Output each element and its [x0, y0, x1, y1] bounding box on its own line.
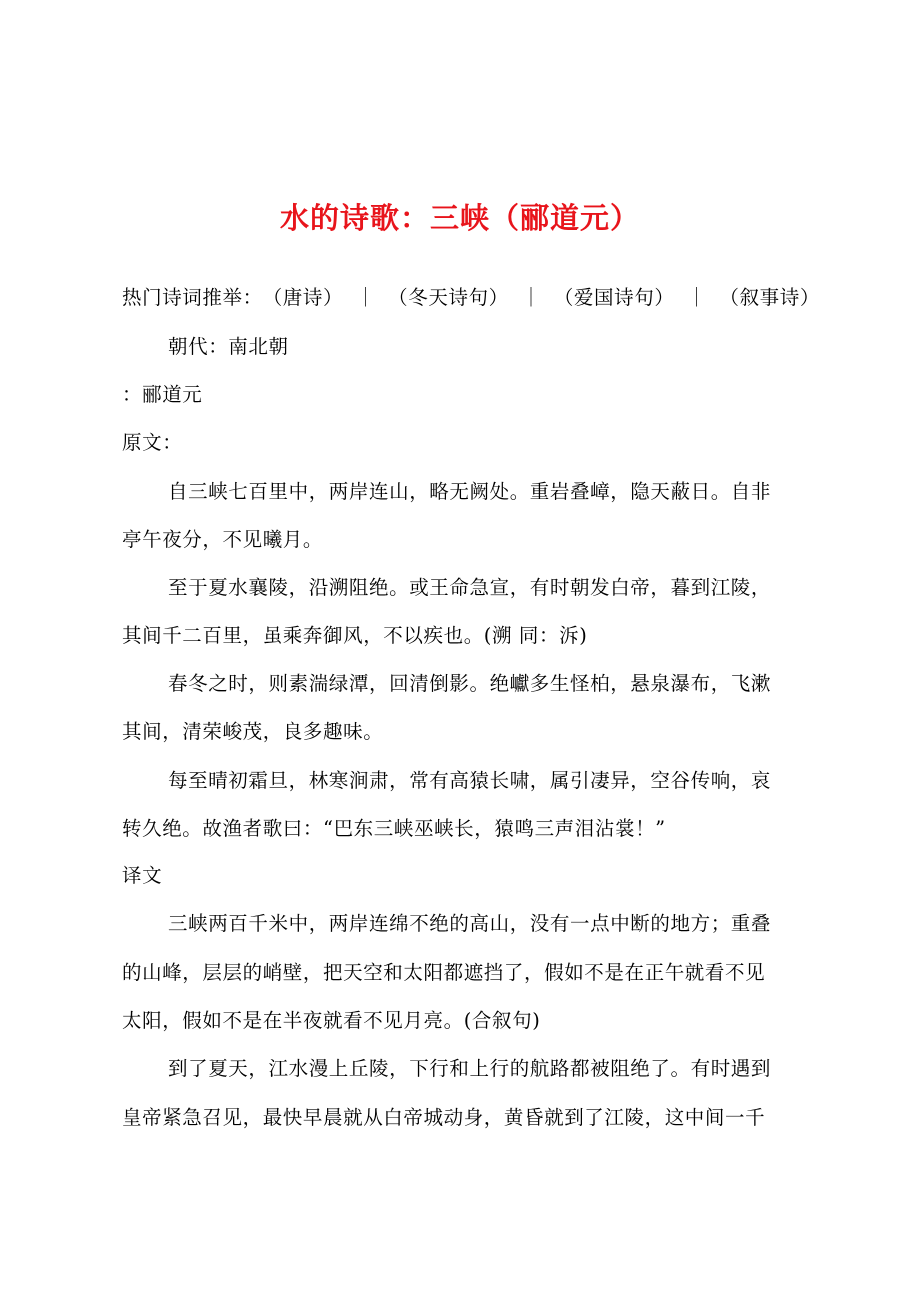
- original-paragraph-line: 春冬之时，则素湍绿潭，回清倒影。绝巘多生怪柏，悬泉瀑布，飞漱: [168, 672, 772, 695]
- recommend-link-patriotic-poems[interactable]: （爱国诗句）: [553, 286, 675, 309]
- original-paragraph-line: 转久绝。故渔者歌曰：“巴东三峡巫峡长，猿鸣三声泪沾裳！”: [122, 817, 666, 840]
- original-paragraph-line: 自三峡七百里中，两岸连山，略无阙处。重岩叠嶂，隐天蔽日。自非: [168, 480, 772, 503]
- recommend-link-winter-poems[interactable]: （冬天诗句）: [388, 286, 509, 309]
- recommend-link-narrative-poems[interactable]: （叙事诗）: [719, 286, 820, 309]
- original-paragraph-line: 其间千二百里，虽乘奔御风，不以疾也。(溯 同：泝): [122, 624, 588, 647]
- original-paragraph-line: 至于夏水襄陵，沿溯阻绝。或王命急宣，有时朝发白帝，暮到江陵，: [168, 576, 772, 599]
- translation-paragraph-line: 的山峰，层层的峭壁，把天空和太阳都遮挡了，假如不是在正午就看不见: [122, 961, 766, 984]
- recommend-link-tang-poems[interactable]: （唐诗）: [262, 286, 344, 309]
- separator: ｜: [521, 286, 542, 309]
- original-paragraph-line: 其间，清荣峻茂，良多趣味。: [122, 720, 384, 743]
- separator: ｜: [355, 286, 376, 309]
- original-paragraph-line: 每至晴初霜旦，林寒涧肃，常有高猿长啸，属引凄异，空谷传响，哀: [168, 769, 772, 792]
- translation-paragraph-line: 三峡两百千米中，两岸连绵不绝的高山，没有一点中断的地方；重叠: [168, 912, 772, 935]
- translation-paragraph-line: 皇帝紧急召见，最快早晨就从白帝城动身，黄昏就到了江陵，这中间一千: [122, 1106, 766, 1129]
- original-heading: 原文：: [122, 431, 183, 454]
- original-paragraph-line: 亭午夜分，不见曦月。: [122, 528, 324, 551]
- recommend-label: 热门诗词推举：: [122, 286, 263, 309]
- recommend-label-and-first-link: [122, 285, 343, 311]
- translation-paragraph-line: 到了夏天，江水漫上丘陵，下行和上行的航路都被阻绝了。有时遇到: [168, 1057, 772, 1080]
- separator: ｜: [686, 286, 707, 309]
- author-line: ：郦道元: [122, 383, 203, 406]
- recommend-bar: [122, 285, 820, 311]
- page-title: 水的诗歌：三峡（郦道元）: [279, 201, 640, 235]
- translation-paragraph-line: 太阳，假如不是在半夜就看不见月亮。(合叙句): [122, 1009, 541, 1032]
- translation-heading: 译文: [122, 864, 163, 887]
- dynasty-line: 朝代：南北朝: [168, 335, 289, 358]
